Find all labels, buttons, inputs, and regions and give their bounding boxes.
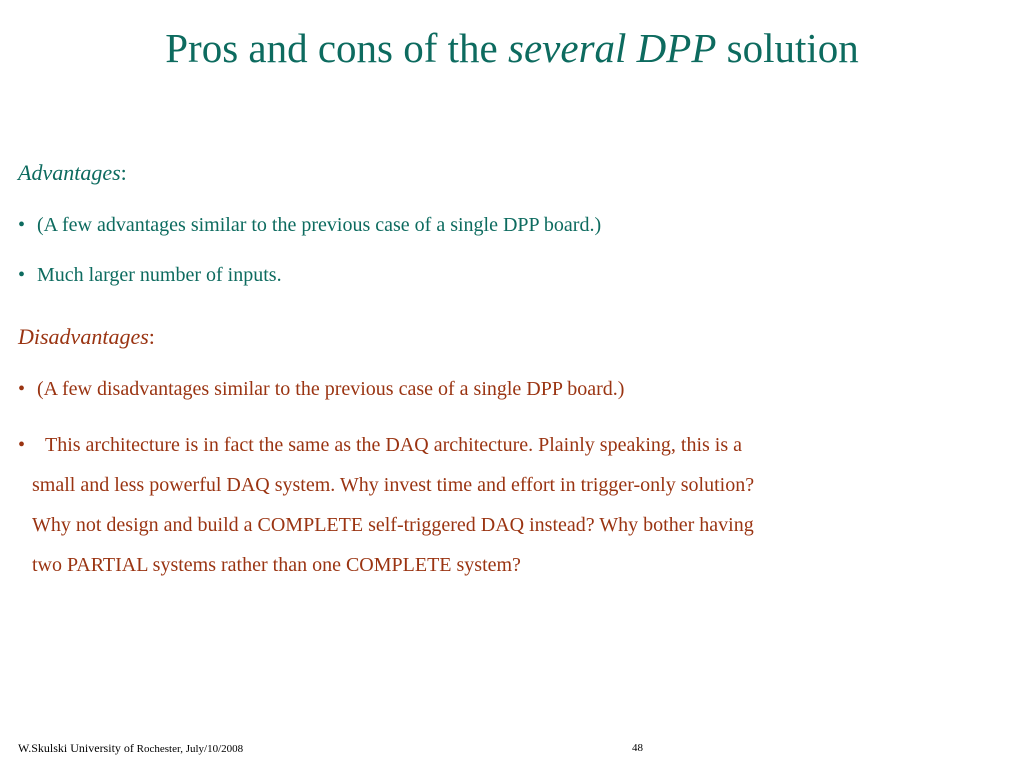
bullet-icon: • [18, 214, 26, 236]
title-text-post: solution [716, 25, 859, 71]
title-text-pre: Pros and cons of the [165, 25, 509, 71]
advantages-heading-colon: : [120, 160, 127, 185]
disadvantage-item-1 [18, 376, 988, 402]
disadvantage-item-2-line-1 [18, 425, 988, 465]
page-number: 48 [632, 742, 643, 754]
disadvantage-item-2-line-3: Why not design and build a COMPLETE self-triggered DAQ instead? Why bother having [32, 514, 754, 536]
footer-credit [18, 741, 243, 756]
disadvantage-item-2-line-4: two PARTIAL systems rather than one COMPLETE system? [32, 554, 521, 576]
bullet-icon: • [18, 434, 26, 456]
disadvantages-heading-colon: : [148, 324, 155, 349]
footer-author: W.Skulski University of [18, 741, 134, 755]
advantages-heading-text: Advantages [18, 160, 121, 185]
bullet-icon: • [18, 378, 26, 400]
slide-title [0, 22, 1024, 74]
disadvantages-heading [18, 323, 155, 351]
disadvantage-item-2-line-1-text: This architecture is in fact the same as the DAQ architecture. Plainly speaking, this is a [45, 434, 743, 456]
advantage-item-2 [18, 262, 988, 288]
disadvantage-item-2-line-2: small and less powerful DAQ system. Why invest time and effort in trigger-only solution? [32, 474, 755, 496]
disadvantages-heading-text: Disadvantages [18, 324, 149, 349]
bullet-icon: • [18, 264, 26, 286]
disadvantage-item-2 [18, 425, 988, 585]
advantage-item-1-text: (A few advantages similar to the previous case of a single DPP board.) [37, 214, 602, 236]
advantage-item-2-text: Much larger number of inputs. [37, 264, 282, 286]
title-text-emphasis: several DPP [508, 25, 717, 71]
advantages-heading [18, 159, 127, 187]
advantage-item-1 [18, 212, 988, 238]
disadvantage-item-1-text: (A few disadvantages similar to the previous case of a single DPP board.) [37, 378, 625, 400]
footer-place-date: Rochester, July/10/2008 [133, 743, 244, 755]
